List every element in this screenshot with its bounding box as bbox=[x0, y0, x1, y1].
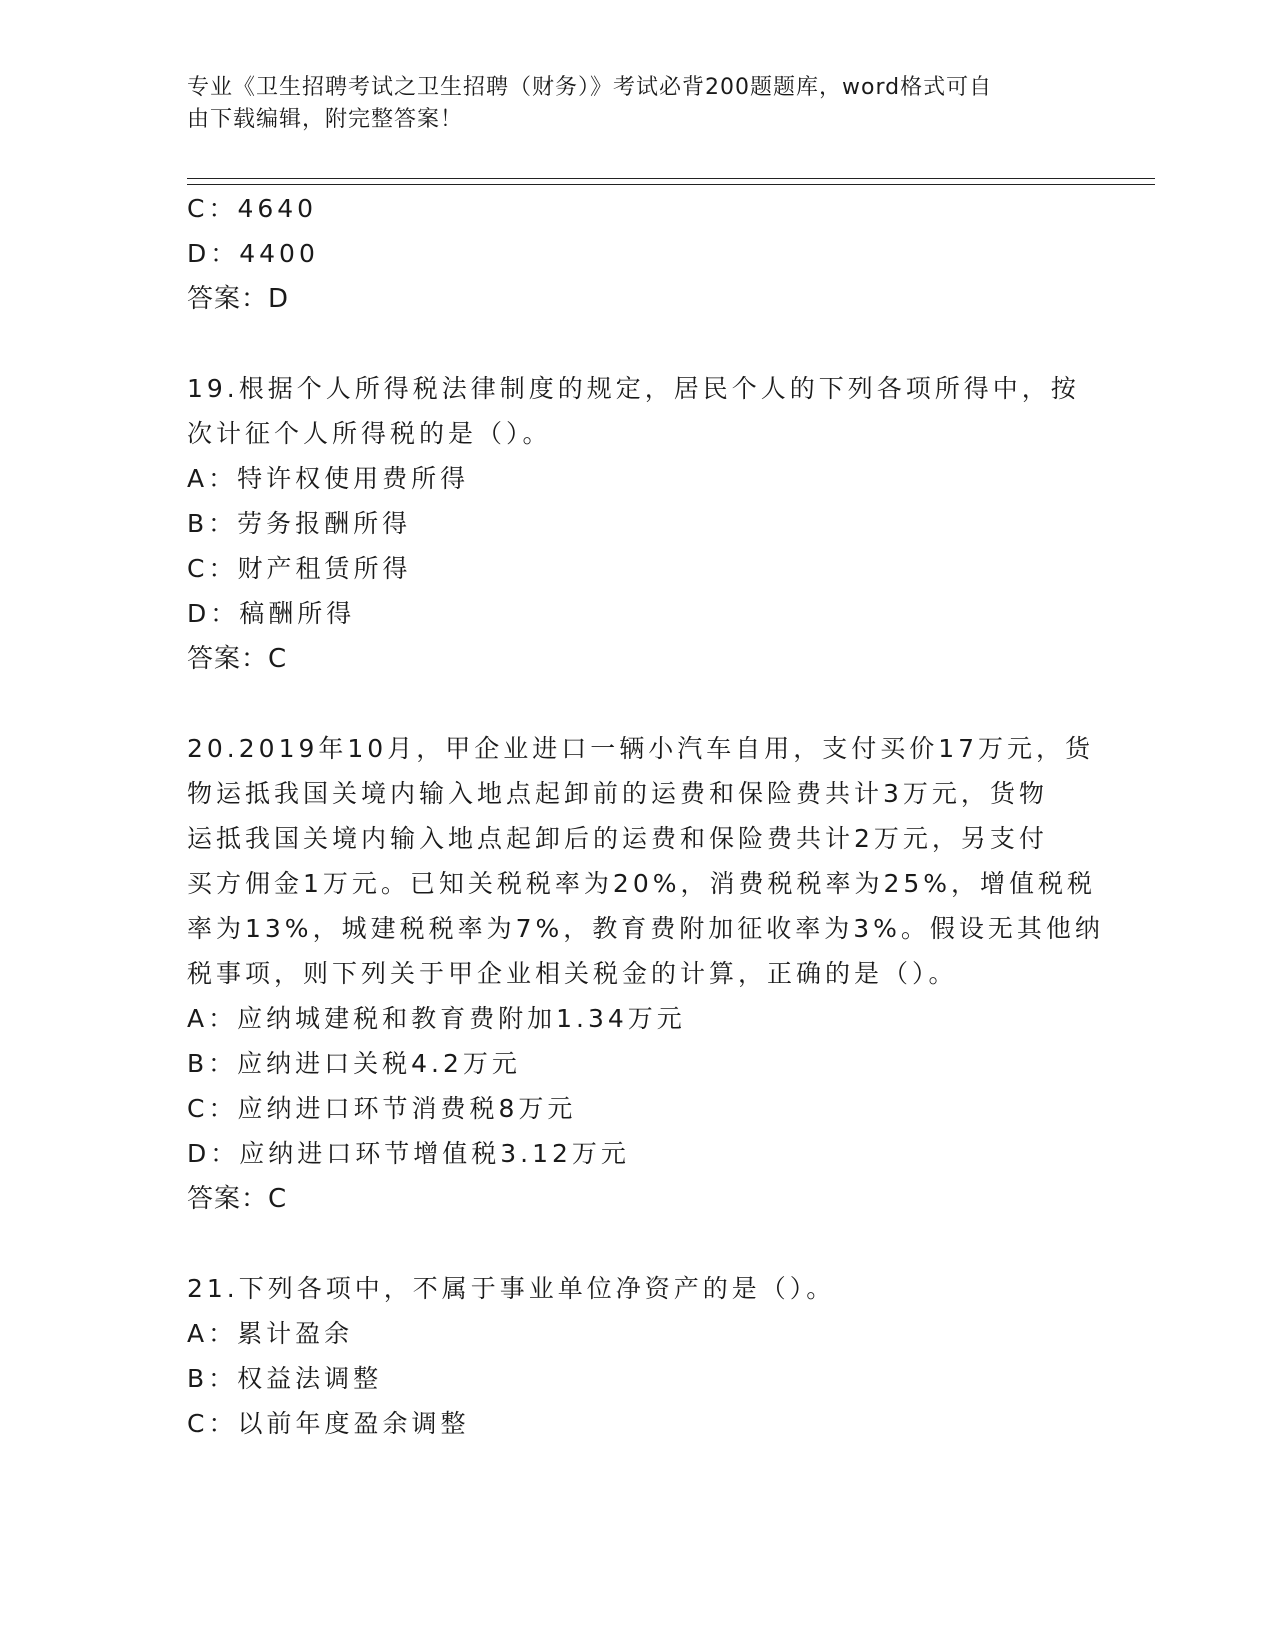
q20-option-a: A：应纳城建税和教育费附加1.34万元 bbox=[187, 1004, 686, 1033]
q18-answer: 答案：D bbox=[187, 284, 290, 314]
header-line-2: 由下载编辑，附完整答案！ bbox=[187, 107, 464, 132]
q18-option-c: C：4640 bbox=[187, 194, 318, 223]
q21-option-a: A：累计盈余 bbox=[187, 1319, 354, 1348]
q19-option-c: C：财产租赁所得 bbox=[187, 554, 412, 583]
q21-option-b: B：权益法调整 bbox=[187, 1364, 383, 1393]
q20-stem-line-1: 20.2019年10月，甲企业进口一辆小汽车自用，支付买价17万元，货 bbox=[187, 734, 1095, 763]
q19-answer: 答案：C bbox=[187, 644, 288, 674]
q20-stem-line-6: 税事项，则下列关于甲企业相关税金的计算，正确的是（）。 bbox=[187, 959, 958, 988]
header-divider-top bbox=[187, 178, 1155, 179]
q20-stem-line-3: 运抵我国关境内输入地点起卸后的运费和保险费共计2万元，另支付 bbox=[187, 824, 1048, 853]
q21-stem-line-1: 21.下列各项中，不属于事业单位净资产的是（）。 bbox=[187, 1274, 836, 1303]
q20-option-b: B：应纳进口关税4.2万元 bbox=[187, 1049, 521, 1078]
q20-option-c: C：应纳进口环节消费税8万元 bbox=[187, 1094, 577, 1123]
header-divider-bottom bbox=[187, 184, 1155, 185]
q19-stem-line-1: 19.根据个人所得税法律制度的规定，居民个人的下列各项所得中，按 bbox=[187, 374, 1080, 403]
q20-option-d: D：应纳进口环节增值税3.12万元 bbox=[187, 1139, 630, 1168]
q19-option-d: D：稿酬所得 bbox=[187, 599, 356, 628]
q19-option-b: B：劳务报酬所得 bbox=[187, 509, 412, 538]
q20-stem-line-2: 物运抵我国关境内输入地点起卸前的运费和保险费共计3万元，货物 bbox=[187, 779, 1048, 808]
q20-answer: 答案：C bbox=[187, 1184, 288, 1214]
q20-stem-line-4: 买方佣金1万元。已知关税税率为20%，消费税税率为25%，增值税税 bbox=[187, 869, 1097, 898]
document-header bbox=[187, 72, 1067, 136]
q20-stem-line-5: 率为13%，城建税税率为7%，教育费附加征收率为3%。假设无其他纳 bbox=[187, 914, 1104, 943]
header-line-1: 专业《卫生招聘考试之卫生招聘（财务）》考试必背200题题库，word格式可自 bbox=[187, 75, 993, 100]
q19-option-a: A：特许权使用费所得 bbox=[187, 464, 470, 493]
q21-option-c: C：以前年度盈余调整 bbox=[187, 1409, 470, 1438]
q19-stem-line-2: 次计征个人所得税的是（）。 bbox=[187, 419, 552, 448]
q18-option-d: D：4400 bbox=[187, 239, 319, 268]
